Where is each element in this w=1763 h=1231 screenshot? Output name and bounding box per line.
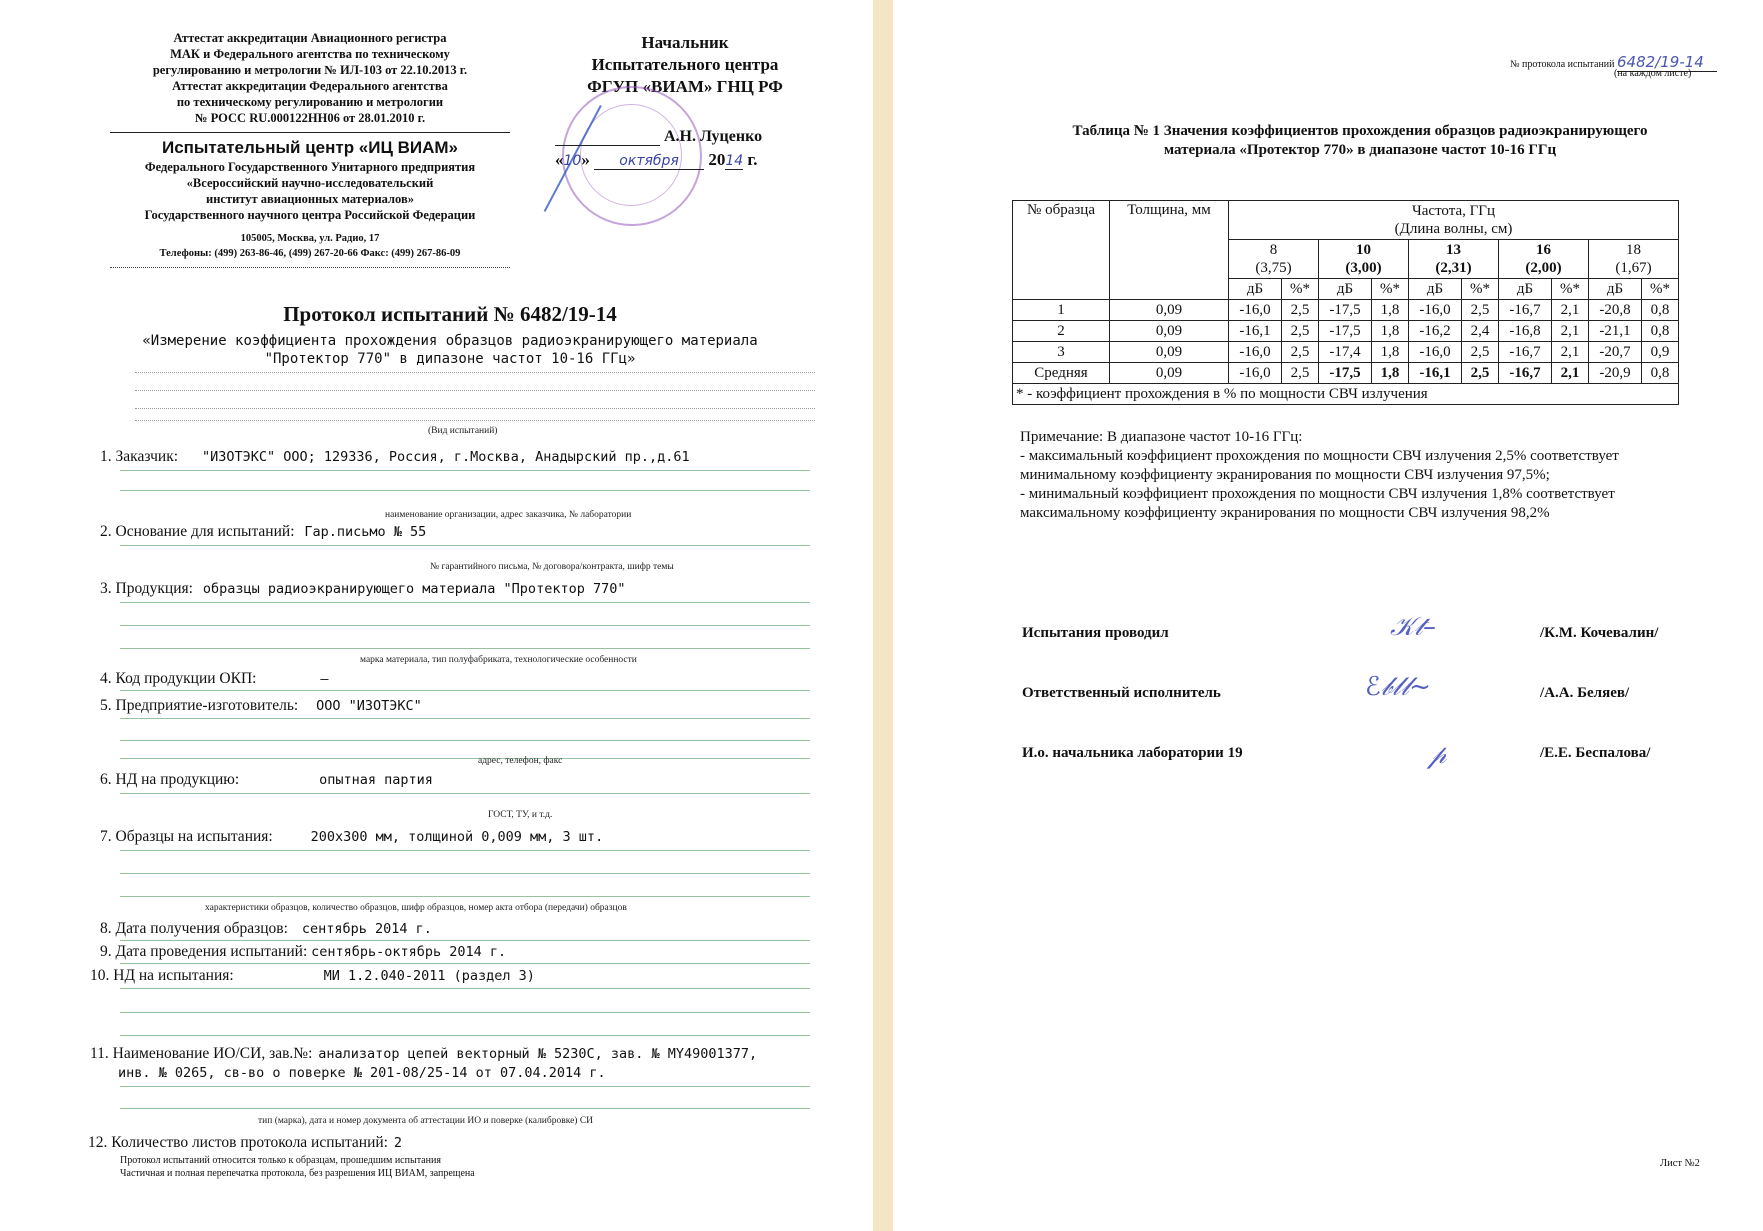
caption-samples: характеристики образцов, количество образцов, шифр образцов, номер акта отбора (передачи) образцов (205, 903, 627, 913)
sample-number: Средняя (1013, 363, 1110, 384)
thickness: 0,09 (1110, 363, 1229, 384)
field-value: МИ 1.2.040-2011 (раздел 3) (323, 968, 535, 984)
field-customer (100, 448, 690, 466)
note-line: - максимальный коэффициент прохождения по мощности СВЧ излучения 2,5% соответствует (1020, 448, 1619, 464)
address: 105005, Москва, ул. Радио, 17 (240, 233, 380, 244)
approval-line: ФГУП «ВИАМ» ГНЦ РФ (587, 77, 783, 96)
caption-manufacturer: адрес, телефон, факс (478, 756, 563, 766)
table-title-line: материала «Протектор 770» в диапазоне частот 10-16 ГГц (1163, 142, 1557, 158)
field-value: 2 (393, 1135, 402, 1151)
field-manufacturer (100, 697, 422, 715)
dotted-line (135, 390, 815, 391)
signer-line (555, 128, 815, 146)
header-line: регулированию и метрологии № ИЛ-103 от 22.10.2013 г. (152, 63, 468, 77)
underline (120, 1035, 810, 1036)
field-instruments-cont (118, 1064, 606, 1082)
field-samples (100, 828, 603, 846)
divider (110, 132, 510, 133)
freq-value: 13 (1446, 242, 1461, 258)
value-db: -16,0 (1229, 342, 1282, 363)
table-row (1013, 342, 1679, 363)
header-frequency-label: Частота, ГГц (1412, 203, 1495, 219)
field-product-nd (100, 771, 433, 789)
table-title (1010, 122, 1710, 160)
table-row (1013, 321, 1679, 342)
field-value: ООО "ИЗОТЭКС" (316, 698, 422, 714)
unit-percent: %* (1642, 279, 1679, 300)
signature-handwritten: 𝓅 (1428, 740, 1447, 770)
underline (120, 988, 810, 989)
freq-cell (1589, 240, 1679, 279)
approval-line: Начальник (641, 33, 729, 52)
value-db: -17,5 (1319, 321, 1372, 342)
field-value: сентябрь-октябрь 2014 г. (311, 944, 507, 960)
value-db: -17,5 (1319, 363, 1372, 384)
field-value: анализатор цепей векторный № 5230С, зав. № MY49001377, (318, 1046, 758, 1062)
value-percent: 2,5 (1282, 363, 1319, 384)
field-label: 11. Наименование ИО/СИ, зав.№: (90, 1045, 313, 1062)
underline (120, 648, 810, 649)
header-line: № РОСС RU.000122НН06 от 28.01.2010 г. (194, 111, 426, 125)
field-value: инв. № 0265, св-во о поверке № 201-08/25-14 от 07.04.2014 г. (118, 1065, 606, 1081)
thickness: 0,09 (1110, 300, 1229, 321)
caption-product: марка материала, тип полуфабриката, технологические особенности (360, 655, 637, 665)
field-value: "ИЗОТЭКС" ООО; 129336, Россия, г.Москва, Анадырский пр.,д.61 (201, 449, 690, 465)
value-db: -16,7 (1499, 300, 1552, 321)
unit-db: дБ (1499, 279, 1552, 300)
approval-line: Испытательного центра (591, 55, 779, 74)
note-line: - минимальный коэффициент прохождения по мощности СВЧ излучения 1,8% соответствует (1020, 486, 1615, 502)
dotted-line (135, 372, 815, 373)
value-db: -16,2 (1409, 321, 1462, 342)
freq-cell (1409, 240, 1499, 279)
signature-role: И.о. начальника лаборатории 19 (1022, 745, 1243, 761)
value-percent: 2,5 (1282, 300, 1319, 321)
field-label: 5. Предприятие-изготовитель: (100, 697, 299, 714)
underline (120, 1108, 810, 1109)
signature-role: Ответственный исполнитель (1022, 685, 1221, 701)
field-label: 4. Код продукции ОКП: (100, 670, 257, 687)
protocol-number-handwritten: 6482/19-14 (1617, 53, 1717, 72)
unit-db: дБ (1409, 279, 1462, 300)
value-percent: 0,8 (1642, 363, 1679, 384)
value-percent: 2,5 (1462, 342, 1499, 363)
field-label: 3. Продукция: (100, 580, 193, 597)
table-row (1013, 363, 1679, 384)
dotted-line (135, 420, 815, 421)
value-db: -16,0 (1229, 363, 1282, 384)
note-line: максимальному коэффициенту экранирования по мощности СВЧ излучения 98,2% (1020, 505, 1550, 521)
underline (120, 718, 810, 719)
unit-percent: %* (1372, 279, 1409, 300)
underline (120, 850, 810, 851)
value-percent: 0,9 (1642, 342, 1679, 363)
value-db: -17,5 (1319, 300, 1372, 321)
underline (120, 602, 810, 603)
date-year-prefix: 20 (708, 150, 726, 169)
value-percent: 2,1 (1552, 300, 1589, 321)
unit-percent: %* (1462, 279, 1499, 300)
value-db: -16,7 (1499, 363, 1552, 384)
underline (120, 1086, 810, 1087)
wave-value: (1,67) (1615, 260, 1652, 276)
table-footnote-row (1013, 384, 1679, 405)
table-row (1013, 300, 1679, 321)
value-percent: 2,5 (1282, 321, 1319, 342)
field-value: образцы радиоэкранирующего материала "Протектор 770" (202, 581, 626, 597)
thickness: 0,09 (1110, 342, 1229, 363)
date-month: октября (594, 153, 704, 170)
signature-handwritten: ℰ𝒷𝓁𝓁~ (1365, 672, 1431, 702)
value-db: -16,1 (1229, 321, 1282, 342)
divider (110, 267, 510, 268)
subtitle-line-2: "Протектор 770" в дипазоне частот 10-16 ГГц» (264, 351, 636, 367)
unit-db: дБ (1319, 279, 1372, 300)
field-value: опытная партия (319, 772, 433, 788)
underline (120, 963, 810, 964)
approval-date: «10» октября 2014 г. (555, 150, 758, 169)
underline (120, 470, 810, 471)
value-percent: 2,5 (1282, 342, 1319, 363)
header-line: МАК и Федерального агентства по техническому (170, 47, 450, 61)
caption-basis: № гарантийного письма, № договора/контракта, шифр темы (430, 562, 674, 572)
underline (120, 490, 810, 491)
value-db: -16,0 (1229, 300, 1282, 321)
header-line: Аттестат аккредитации Федерального агентства (172, 79, 448, 93)
underline (120, 896, 810, 897)
underline (120, 758, 810, 759)
header-sample: № образца (1013, 201, 1110, 300)
signature-name: /К.М. Кочевалин/ (1540, 625, 1659, 641)
org-line: институт авиационных материалов» (206, 192, 414, 206)
protocol-subtitle (125, 332, 775, 368)
value-percent: 0,8 (1642, 300, 1679, 321)
field-sheet-count (88, 1134, 402, 1152)
wave-value: (2,31) (1435, 260, 1472, 276)
field-basis (100, 523, 426, 541)
value-db: -16,1 (1409, 363, 1462, 384)
underline (120, 625, 810, 626)
value-percent: 1,8 (1372, 363, 1409, 384)
underline (120, 545, 810, 546)
field-label: 9. Дата проведения испытаний: (100, 943, 308, 960)
unit-db: дБ (1589, 279, 1642, 300)
field-test-date (100, 943, 506, 961)
phones: Телефоны: (499) 263-86-46, (499) 267-20-66 Факс: (499) 267-86-09 (159, 248, 461, 259)
subtitle-line-1: «Измерение коэффициента прохождения образцов радиоэкранирующего материала (142, 333, 758, 349)
protocol-title: Протокол испытаний № 6482/19-14 (283, 302, 617, 326)
field-label: 2. Основание для испытаний: (100, 523, 295, 540)
page-gap (873, 0, 893, 1231)
footnote (120, 1154, 475, 1180)
field-label: 6. НД на продукцию: (100, 771, 240, 788)
freq-cell (1229, 240, 1319, 279)
value-percent: 2,1 (1552, 321, 1589, 342)
value-db: -17,4 (1319, 342, 1372, 363)
underline (120, 940, 810, 941)
field-value: Гар.письмо № 55 (304, 524, 427, 540)
freq-value: 10 (1356, 242, 1371, 258)
protocol-page-1 (0, 0, 873, 1231)
field-label: 7. Образцы на испытания: (100, 828, 273, 845)
sample-number: 1 (1013, 300, 1110, 321)
table-body (1013, 300, 1679, 384)
value-db: -21,1 (1589, 321, 1642, 342)
header-line: по техническому регулированию и метрологии (176, 95, 444, 109)
field-value: сентябрь 2014 г. (301, 921, 432, 937)
field-value: 200х300 мм, толщиной 0,009 мм, 3 шт. (310, 829, 604, 845)
wave-value: (2,00) (1525, 260, 1562, 276)
value-percent: 2,5 (1462, 300, 1499, 321)
org-line: Государственного научного центра Российской Федерации (144, 208, 476, 222)
org-line: Федерального Государственного Унитарного предприятия (144, 160, 476, 174)
protocol-number-note: (на каждом листе) (1614, 68, 1692, 79)
date-year: 14 (725, 153, 744, 169)
value-db: -16,0 (1409, 342, 1462, 363)
value-db: -20,9 (1589, 363, 1642, 384)
note-block (1020, 428, 1720, 523)
field-label: 12. Количество листов протокола испытаний: (88, 1134, 388, 1151)
underline (120, 740, 810, 741)
date-day: 10 (563, 153, 582, 169)
value-db: -16,0 (1409, 300, 1462, 321)
caption-product-nd: ГОСТ, ТУ, и т.д. (488, 810, 553, 820)
protocol-number-label: № протокола испытаний (1510, 59, 1615, 70)
caption-test-type: (Вид испытаний) (428, 426, 498, 436)
unit-percent: %* (1552, 279, 1589, 300)
freq-value: 16 (1536, 242, 1551, 258)
field-label: 1. Заказчик: (100, 448, 179, 465)
value-db: -20,8 (1589, 300, 1642, 321)
table-footnote: * - коэффициент прохождения в % по мощности СВЧ излучения (1013, 384, 1679, 405)
underline (120, 873, 810, 874)
freq-cell (1499, 240, 1589, 279)
signature-role: Испытания проводил (1022, 625, 1169, 641)
field-receipt-date (100, 920, 432, 938)
signature-handwritten: 𝒦𝓉– (1390, 612, 1436, 642)
field-value: – (320, 671, 329, 687)
thickness: 0,09 (1110, 321, 1229, 342)
underline (120, 793, 810, 794)
center-name: Испытательный центр «ИЦ ВИАМ» (161, 138, 459, 157)
caption-customer: наименование организации, адрес заказчика, № лаборатории (385, 510, 632, 520)
table-title-line: Таблица № 1 Значения коэффициентов прохождения образцов радиоэкранирующего (1072, 123, 1648, 139)
field-instruments (90, 1045, 757, 1063)
freq-value: 8 (1269, 242, 1278, 258)
header-wavelength-label: (Длина волны, см) (1394, 221, 1513, 237)
freq-cell (1319, 240, 1409, 279)
field-product (100, 580, 625, 598)
header-thickness: Толщина, мм (1110, 201, 1229, 300)
dotted-line (135, 408, 815, 409)
underline (120, 690, 810, 691)
approval-block (555, 32, 815, 98)
value-db: -20,7 (1589, 342, 1642, 363)
value-percent: 1,8 (1372, 321, 1409, 342)
sample-number: 3 (1013, 342, 1110, 363)
date-suffix: г. (747, 150, 758, 169)
wave-value: (3,75) (1255, 260, 1292, 276)
unit-percent: %* (1282, 279, 1319, 300)
field-label: 10. НД на испытания: (90, 967, 234, 984)
signature-name: /А.А. Беляев/ (1540, 685, 1630, 701)
signature-name: /Е.Е. Беспалова/ (1540, 745, 1651, 761)
header-frequency (1229, 201, 1679, 240)
sheet-number: Лист №2 (1660, 1158, 1700, 1169)
accreditation-header (110, 30, 510, 272)
note-line: минимальному коэффициенту экранирования по мощности СВЧ излучения 97,5%; (1020, 467, 1550, 483)
value-db: -16,7 (1499, 342, 1552, 363)
underline (120, 1012, 810, 1013)
value-db: -16,8 (1499, 321, 1552, 342)
footnote-line: Протокол испытаний относится только к образцам, прошедшим испытания (120, 1155, 441, 1166)
results-table (1012, 200, 1679, 405)
freq-value: 18 (1626, 242, 1641, 258)
value-percent: 2,5 (1462, 363, 1499, 384)
org-line: «Всероссийский научно-исследовательский (186, 176, 434, 190)
field-okp-code (100, 670, 328, 688)
value-percent: 2,1 (1552, 363, 1589, 384)
unit-db: дБ (1229, 279, 1282, 300)
header-line: Аттестат аккредитации Авиационного регистра (173, 31, 447, 45)
table-header-row (1013, 201, 1679, 240)
caption-instruments: тип (марка), дата и номер документа об аттестации ИО и поверке (калибровке) СИ (258, 1116, 594, 1126)
wave-value: (3,00) (1345, 260, 1382, 276)
footnote-line: Частичная и полная перепечатка протокола, без разрешения ИЦ ВИАМ, запрещена (120, 1168, 475, 1179)
value-percent: 2,4 (1462, 321, 1499, 342)
value-percent: 1,8 (1372, 342, 1409, 363)
signature-underline (555, 131, 660, 146)
sample-number: 2 (1013, 321, 1110, 342)
value-percent: 0,8 (1642, 321, 1679, 342)
value-percent: 1,8 (1372, 300, 1409, 321)
field-label: 8. Дата получения образцов: (100, 920, 288, 937)
note-line: Примечание: В диапазоне частот 10-16 ГГц: (1020, 429, 1303, 445)
signer-name: А.Н. Луценко (664, 128, 763, 145)
value-percent: 2,1 (1552, 342, 1589, 363)
field-test-nd (90, 967, 535, 985)
